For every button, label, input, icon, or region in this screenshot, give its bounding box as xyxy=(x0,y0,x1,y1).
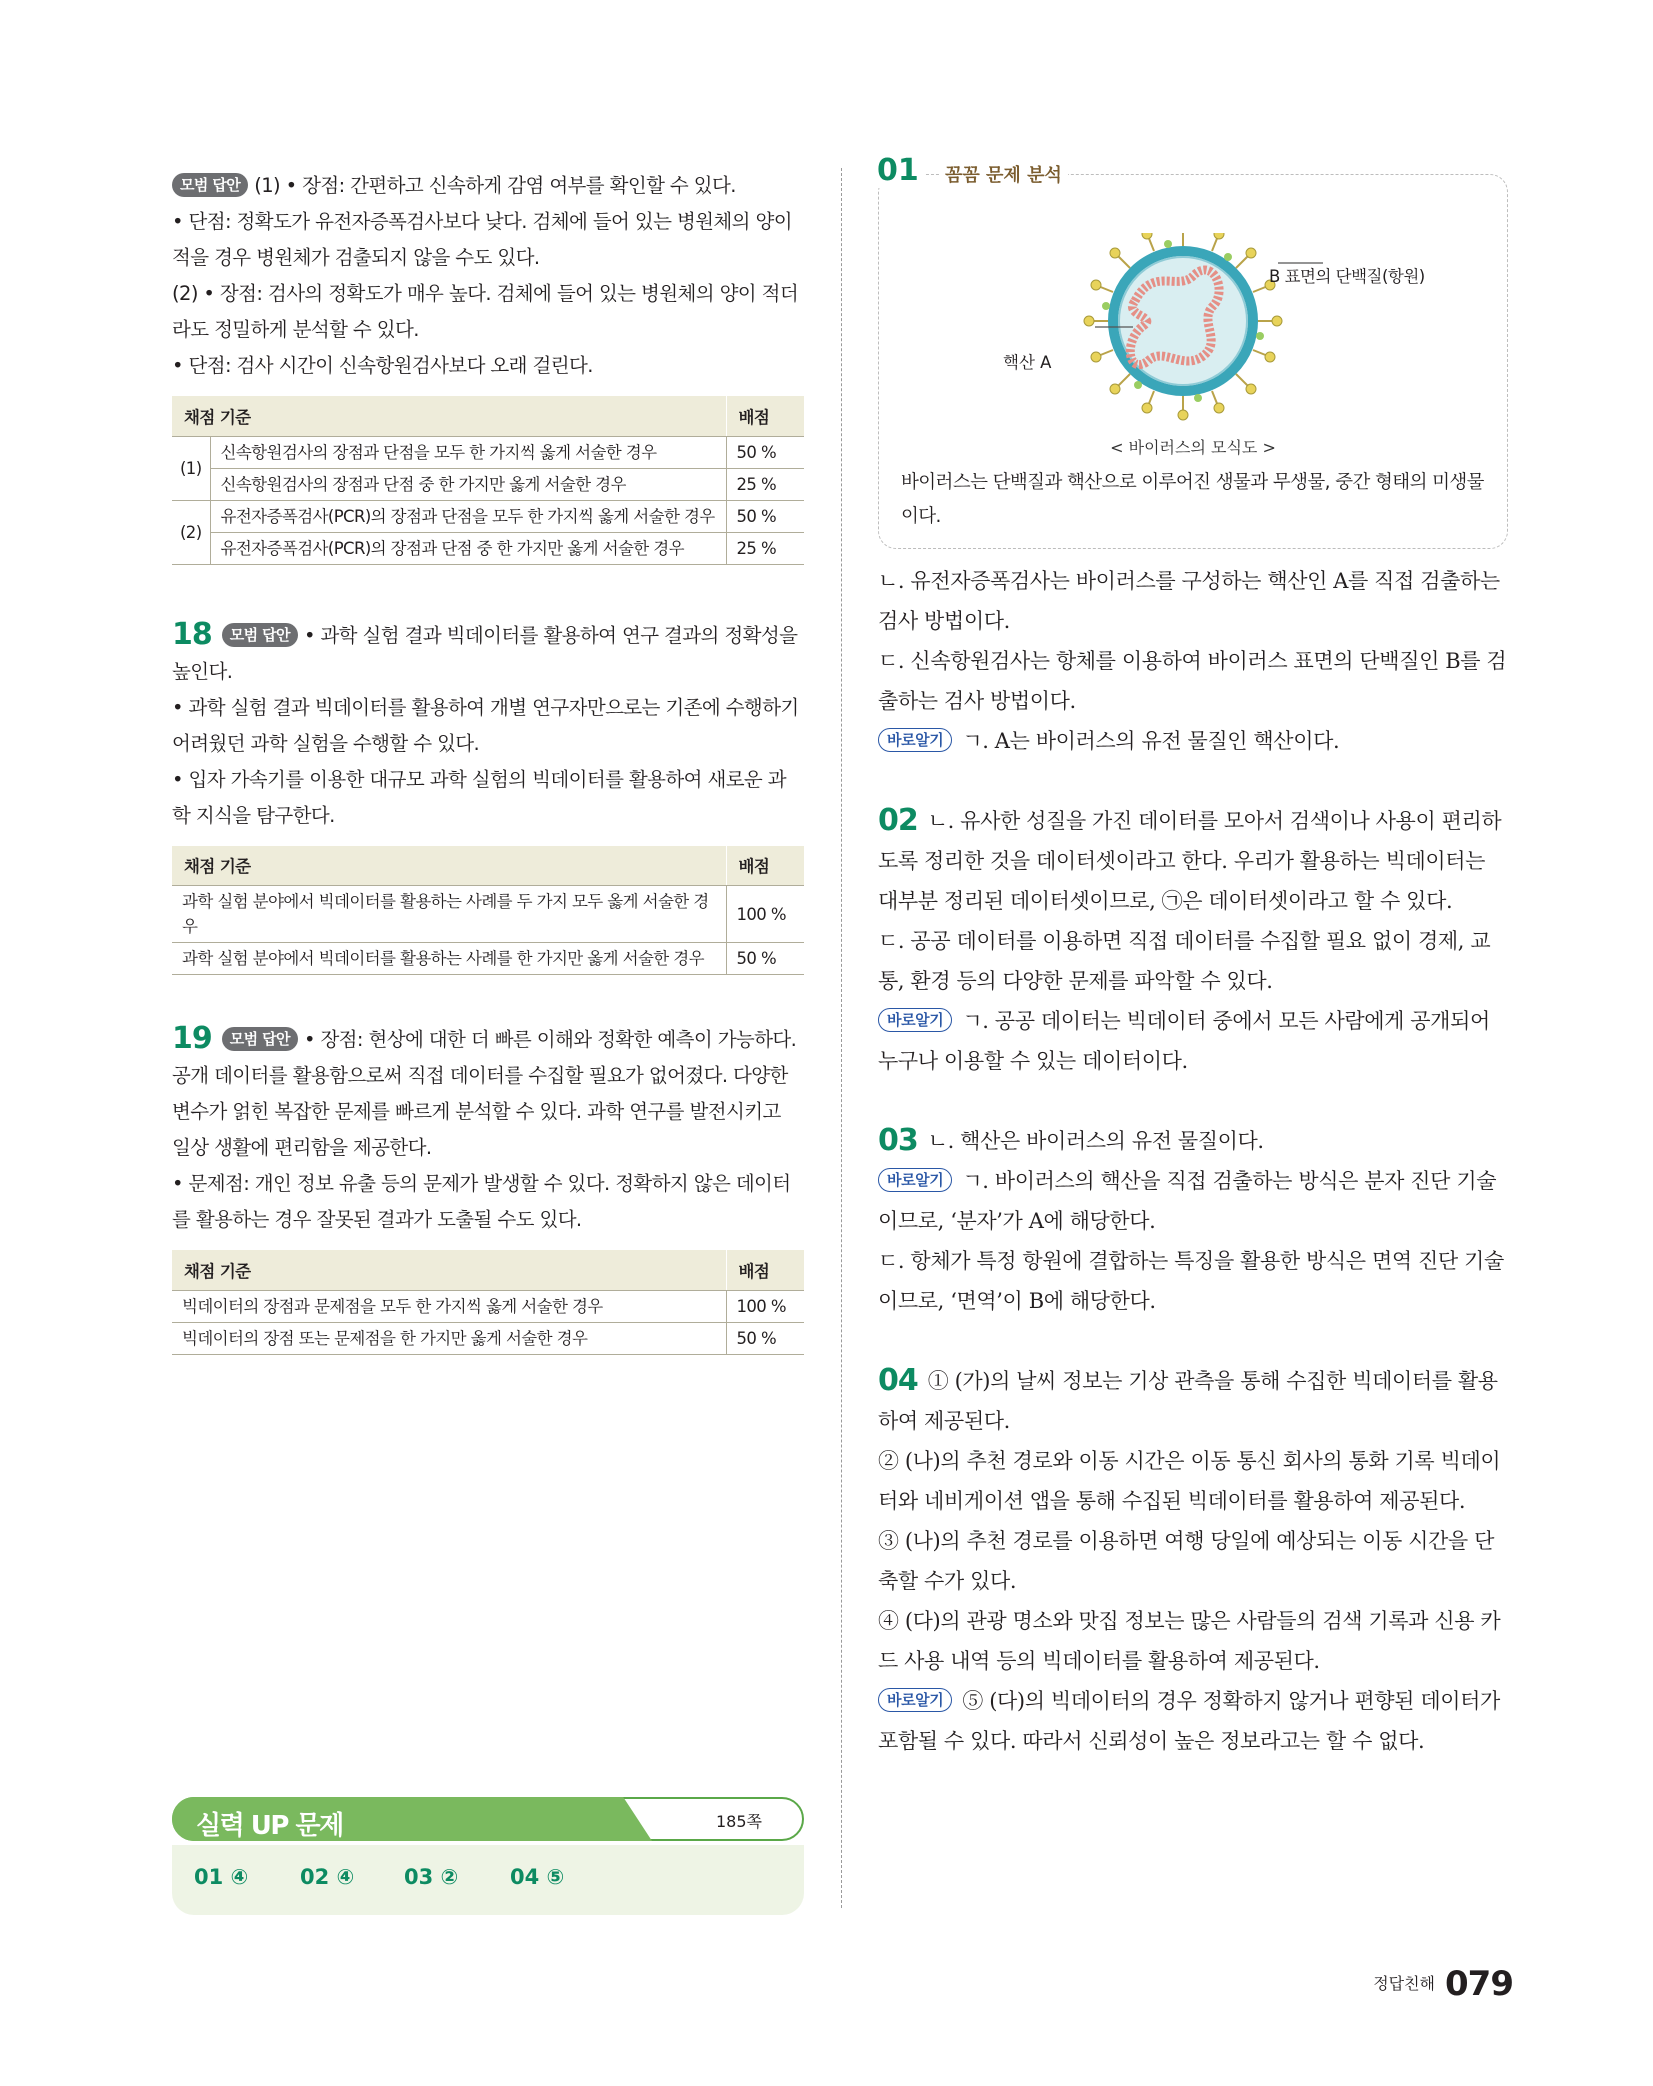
answer-02: 02 ④ xyxy=(300,1865,355,1889)
question-18: 18 모범 답안 • 과학 실험 결과 빅데이터를 활용하여 연구 결과의 정확성을 높인다. • 과학 실험 결과 빅데이터를 활용하여 개별 연구자만으로는 기존에 수행하기 어려웠던 과학 실험을 수행할 수 있다. • 입자 가속기를 이용한 대규모 과학 실험의 빅데이터를 활용하여 새로운 과학 지식을 탐구한다. 채점 기준 배점 과학 실험 분야에서 빅데이터를 활용하는 사례를 두 가지 모두 옳게 서술한 경우 100 % 과학 실험 분야에서 빅데이터를 활용하는 사례를 한 가지만 옳게 서술한 경우 50 % xyxy=(172,617,804,976)
question-number: 03 xyxy=(878,1123,918,1158)
question-number: 02 xyxy=(878,803,918,838)
question-04: 04 ① (가)의 날씨 정보는 기상 관측을 통해 수집한 빅데이터를 활용하여 제공된다. ② (나)의 추천 경로와 이동 시간은 이동 통신 회사의 통화 기록 빅데이터와 네비게이션 앱을 통해 수집된 빅데이터를 활용하여 제공된다. ③ (나)의 추천 경로를 이용하면 여행 당일에 예상되는 이동 시간을 단축할 수가 있다. ④ (다)의 관광 명소와 맛집 정보는 많은 사람들의 검색 기록과 신용 카드 사용 내역 등의 빅데이터를 활용하여 제공된다. 바로알기 ⑤ (다)의 빅데이터의 경우 정확하지 않거나 편향된 데이터가 포함될 수 있다. 따라서 신뢰성이 높은 정보라고는 할 수 없다. xyxy=(878,1363,1501,1753)
question-number: 04 xyxy=(878,1363,918,1398)
criteria-header: 채점 기준 xyxy=(172,846,726,886)
analysis-text: 바이러스는 단백질과 핵산으로 이루어진 생물과 무생물, 중간 형태의 미생물이다. xyxy=(901,472,1484,527)
correction-badge: 바로알기 xyxy=(878,1688,952,1712)
page-footer xyxy=(1373,1964,1513,2004)
question-number: 18 xyxy=(172,616,212,652)
criteria-header: 채점 기준 xyxy=(172,1250,726,1290)
score-header: 배점 xyxy=(726,1250,804,1290)
analysis-tag: 꼼꼼 문제 분석 xyxy=(939,161,1068,187)
answer-03: 03 ② xyxy=(404,1865,459,1889)
question-03: 03 ㄴ. 핵산은 바이러스의 유전 물질이다. 바로알기 ㄱ. 바이러스의 핵산을 직접 검출하는 방식은 분자 진단 기술이므로, ‘분자’가 A에 해당한다. ㄷ. 항체가 특정 항원에 결합하는 특징을 활용한 방식은 면역 진단 기술이므로, ‘면역’이 B에 해당한다. xyxy=(878,1123,1504,1313)
answer-01: 01 ④ xyxy=(194,1865,249,1889)
score-header: 배점 xyxy=(726,396,804,436)
page-number: 079 xyxy=(1445,1964,1513,2004)
scoring-table-17: 채점 기준 배점 (1) 신속항원검사의 장점과 단점을 모두 한 가지씩 옳게 서술한 경우 50 % 신속항원검사의 장점과 단점 중 한 가지만 옳게 서술한 경우 25 % (2) 유전자증폭검사(PCR)의 장점과 단점을 모두 한 가지씩 옳게 서술한 경우 50 % 유전자증폭검사(PCR)의 장점과 단점 중 한 가지만 옳게 서술한 경우 25 % xyxy=(172,396,804,565)
criteria-header: 채점 기준 xyxy=(172,396,726,436)
column-divider xyxy=(841,168,842,1908)
model-answer-17: 모범 답안 (1) • 장점: 간편하고 신속하게 감염 여부를 확인할 수 있다. • 단점: 정확도가 유전자증폭검사보다 낮다. 검체에 들어 있는 병원체의 양이 적을 경우 병원체가 검출되지 않을 수도 있다. (2) • 장점: 검사의 정확도가 매우 높다. 검체에 들어 있는 병원체의 양이 적더라도 정밀하게 분석할 수 있다. • 단점: 검사 시간이 신속항원검사보다 오래 걸린다. xyxy=(172,174,799,377)
label-a: 핵산 A xyxy=(1003,353,1052,372)
diagram-caption: < 바이러스의 모식도 > xyxy=(1110,438,1276,457)
model-answer-badge: 모범 답안 xyxy=(222,1027,298,1051)
skill-up-page: 185쪽 xyxy=(716,1812,762,1831)
question-19: 19 모범 답안 • 장점: 현상에 대한 더 빠른 이해와 정확한 예측이 가능하다. 공개 데이터를 활용함으로써 직접 데이터를 수집할 필요가 없어졌다. 다양한 변수가 얽힌 복잡한 문제를 빠르게 분석할 수 있다. 과학 연구를 발전시키고 일상 생활에 편리함을 제공한다. • 문제점: 개인 정보 유출 등의 문제가 발생할 수 있다. 정확하지 않은 데이터를 활용하는 경우 잘못된 결과가 도출될 수도 있다. 채점 기준 배점 빅데이터의 장점과 문제점을 모두 한 가지씩 옳게 서술한 경우 100 % 빅데이터의 장점 또는 문제점을 한 가지만 옳게 서술한 경우 50 % xyxy=(172,1021,804,1355)
label-b: B 표면의 단백질(항원) xyxy=(1269,267,1425,286)
correction-badge: 바로알기 xyxy=(878,728,952,752)
question-number: 19 xyxy=(172,1021,212,1056)
question-01-explanation: ㄴ. 유전자증폭검사는 바이러스를 구성하는 핵산인 A를 직접 검출하는 검사 방법이다. ㄷ. 신속항원검사는 항체를 이용하여 바이러스 표면의 단백질인 B를 검출하는 검사 방법이다. 바로알기 ㄱ. A는 바이러스의 유전 물질인 핵산이다. xyxy=(878,569,1507,753)
model-answer-badge: 모범 답안 xyxy=(172,173,248,197)
scoring-table-18: 채점 기준 배점 과학 실험 분야에서 빅데이터를 활용하는 사례를 두 가지 모두 옳게 서술한 경우 100 % 과학 실험 분야에서 빅데이터를 활용하는 사례를 한 가지만 옳게 서술한 경우 50 % xyxy=(172,846,804,976)
skill-up-title: 실력 UP 문제 xyxy=(196,1811,343,1841)
question-number: 01 xyxy=(877,153,925,188)
correction-badge: 바로알기 xyxy=(878,1008,952,1032)
footer-label: 정답친해 xyxy=(1373,1974,1436,1993)
model-answer-badge: 모범 답안 xyxy=(222,623,298,647)
skill-up-answers xyxy=(172,1845,804,1915)
correction-badge: 바로알기 xyxy=(878,1168,952,1192)
scoring-table-19: 채점 기준 배점 빅데이터의 장점과 문제점을 모두 한 가지씩 옳게 서술한 경우 100 % 빅데이터의 장점 또는 문제점을 한 가지만 옳게 서술한 경우 50 % xyxy=(172,1250,804,1355)
question-02: 02 ㄴ. 유사한 성질을 가진 데이터를 모아서 검색이나 사용이 편리하도록 정리한 것을 데이터셋이라고 한다. 우리가 활용하는 빅데이터는 대부분 정리된 데이터셋이므로, ㉠은 데이터셋이라고 할 수 있다. ㄷ. 공공 데이터를 이용하면 직접 데이터를 수집할 필요 없이 경제, 교통, 환경 등의 다양한 문제를 파악할 수 있다. 바로알기 ㄱ. 공공 데이터는 빅데이터 중에서 모든 사람에게 공개되어 누구나 이용할 수 있는 데이터이다. xyxy=(878,803,1502,1073)
problem-analysis-box xyxy=(877,153,1508,549)
right-column xyxy=(877,153,1508,1761)
skill-up-header xyxy=(172,1797,804,1841)
answer-04: 04 ⑤ xyxy=(510,1865,565,1889)
score-header: 배점 xyxy=(726,846,804,886)
left-column xyxy=(172,168,804,1355)
